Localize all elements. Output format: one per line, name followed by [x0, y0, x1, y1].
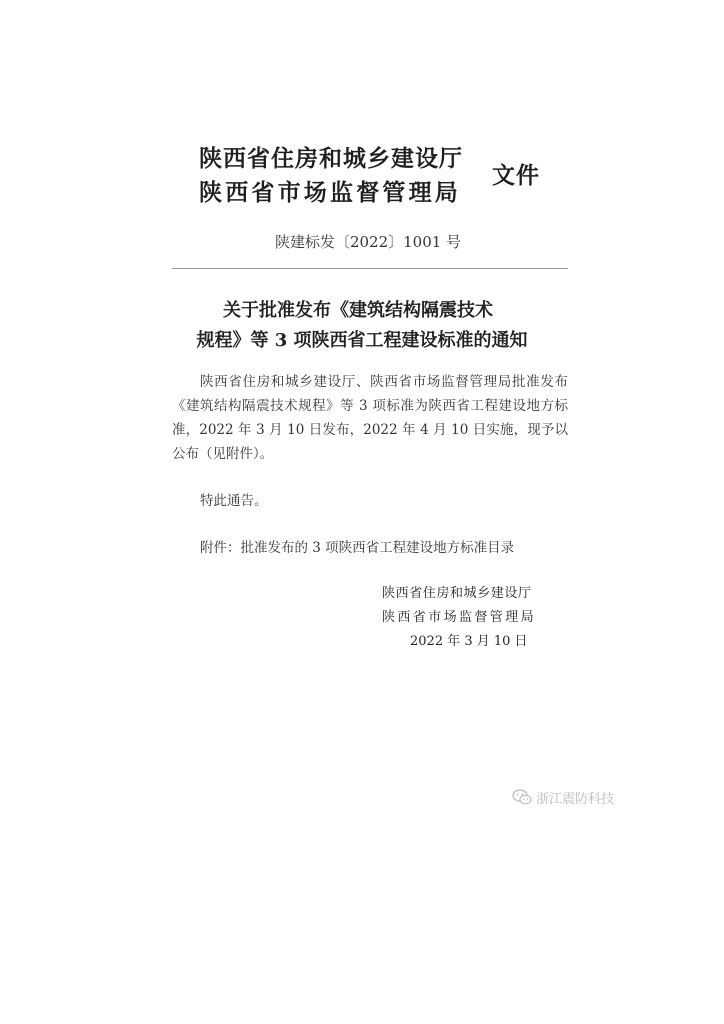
header-divider: [172, 268, 568, 269]
attachment-text: 附件：批准发布的 3 项陕西省工程建设地方标准目录: [200, 540, 515, 556]
signature-org-1: 陕西省住房和城乡建设厅: [382, 586, 532, 601]
watermark: [512, 786, 614, 808]
doc-word: 文件: [492, 162, 540, 189]
issuer-line-1: 陕西省住房和城乡建设厅: [199, 145, 463, 172]
wechat-icon: [512, 789, 532, 805]
notice-title: [0, 296, 724, 356]
title-line-2: 规程》等 3 项陕西省工程建设标准的通知: [196, 330, 528, 351]
signature-block: [382, 582, 582, 654]
signature-date: 2022 年 3 月 10 日: [410, 634, 528, 649]
issuer-line-2: 陕西省市场监督管理局: [199, 179, 461, 206]
signature-org-2: 陕西省市场监督管理局: [382, 610, 537, 625]
doc-number: 陕建标发〔2022〕1001 号: [274, 233, 462, 251]
watermark-text: 浙江震防科技: [536, 791, 615, 807]
body-paragraph: 陕西省住房和城乡建设厅、陕西省市场监督管理局批准发布《建筑结构隔震技术规程》等 3 项标准为陕西省工程建设地方标准，2022 年 3 月 10 日发布，2022 年 4 月 10 日实施，现予以公布（见附件）。: [172, 374, 568, 462]
title-line-1: 关于批准发布《建筑结构隔震技术: [223, 300, 493, 321]
closing-text: 特此通告。: [200, 493, 268, 509]
